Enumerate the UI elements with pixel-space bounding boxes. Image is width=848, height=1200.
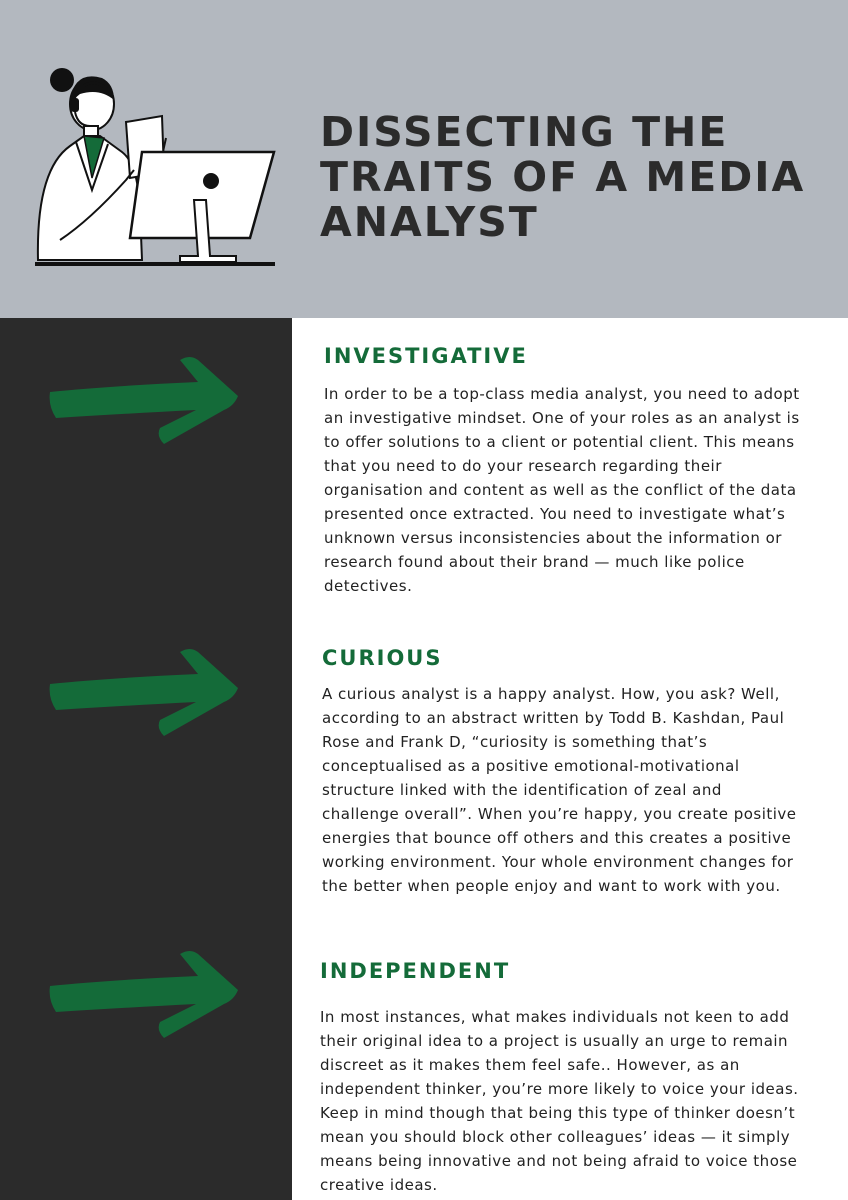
page-title: DISSECTING THE TRAITS OF A MEDIA ANALYST: [320, 108, 806, 246]
section-heading: CURIOUS: [322, 646, 443, 670]
section-body: In order to be a top-class media analyst, you need to adopt an investigative mindset. One of your roles as an analyst is to offer solutions to a client or potential client. This means that you need to do your research regarding their organisation and content as well as the conflict of the data presented once extracted. You need to investigate what’s unknown versus inconsistencies about the information or research found about their brand — much like police detectives.: [324, 385, 800, 595]
section-independent: [320, 959, 800, 1197]
arrow-right-icon: [48, 352, 240, 447]
arrow-right-icon: [48, 946, 240, 1041]
section-curious: [322, 646, 802, 898]
section-investigative: [324, 344, 804, 598]
header-banner: [0, 0, 848, 318]
arrow-right-icon: [48, 644, 240, 739]
analyst-illustration-icon: [30, 60, 280, 272]
section-heading: INVESTIGATIVE: [324, 344, 528, 368]
section-body: In most instances, what makes individuals not keen to add their original idea to a project is usually an urge to remain discreet as it makes them feel safe.. However, as an independent thinker, you’re more likely to voice your ideas. Keep in mind though that being this type of thinker doesn’t mean you should block other colleagues’ ideas — it simply means being innovative and not being afraid to voice those creative ideas.: [320, 1008, 799, 1194]
section-body: A curious analyst is a happy analyst. How, you ask? Well, according to an abstract written by Todd B. Kashdan, Paul Rose and Frank D, “curiosity is something that’s conceptualised as a positive emotional-motivational structure linked with the identification of zeal and challenge overall”. When you’re happy, you create positive energies that bounce off others and this creates a positive working environment. Your whole environment changes for the better when people enjoy and want to work with you.: [322, 685, 797, 895]
section-heading: INDEPENDENT: [320, 959, 511, 983]
sidebar-panel: [0, 318, 292, 1200]
